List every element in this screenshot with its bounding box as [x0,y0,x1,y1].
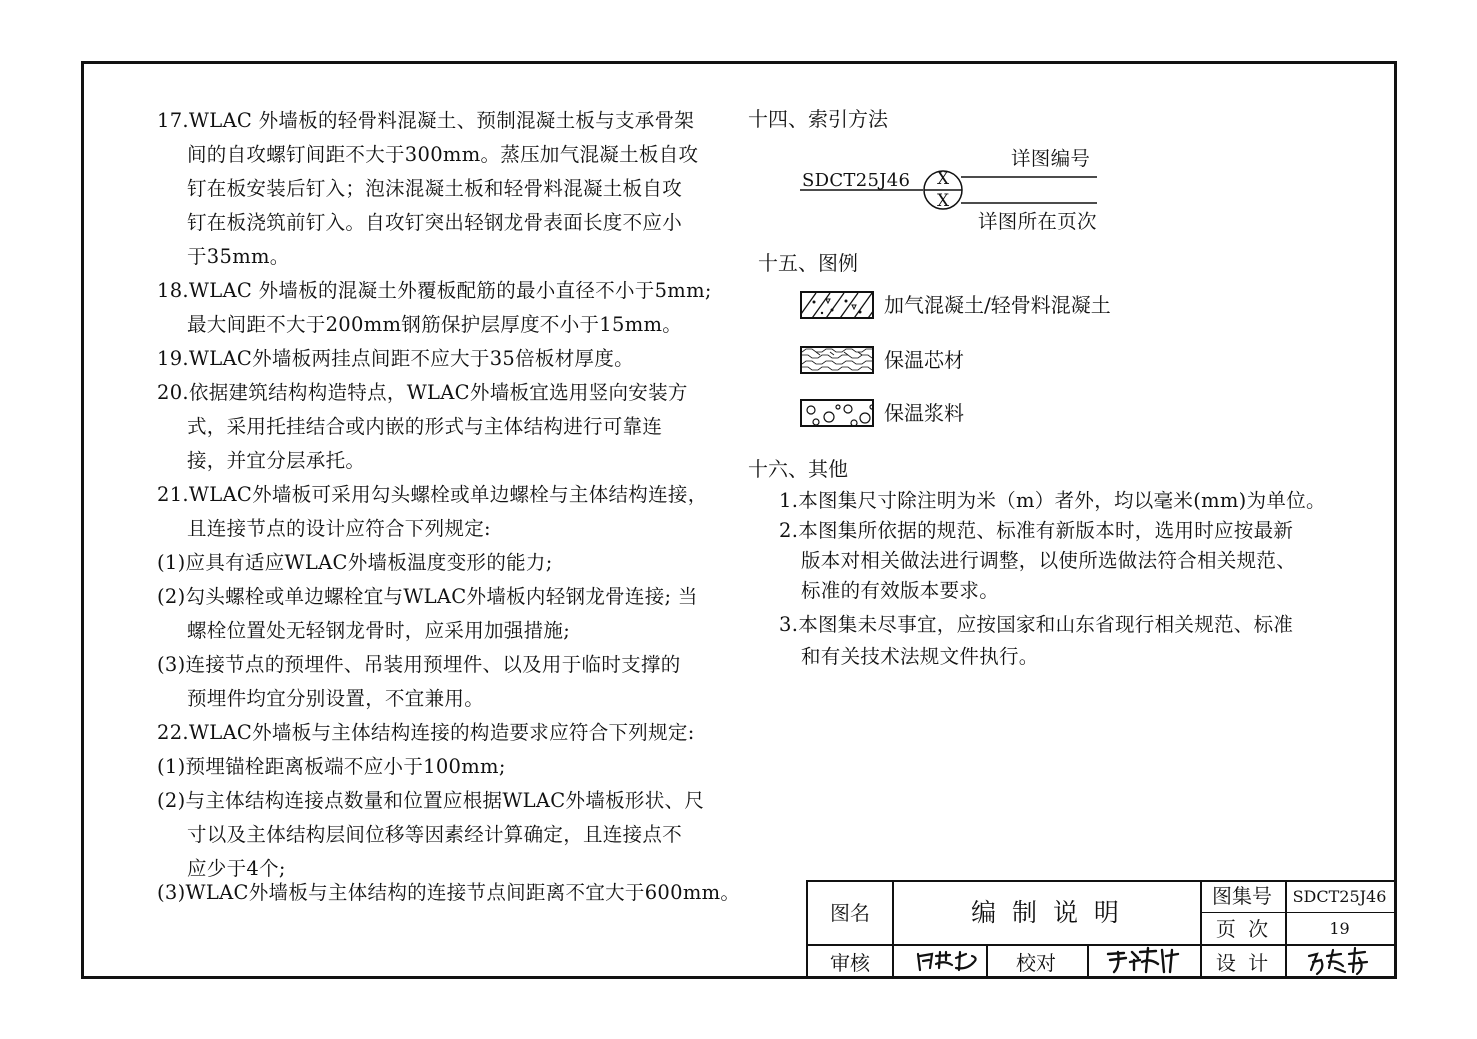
other-heading: 十六、其他 [748,457,848,481]
text-line: (3)WLAC外墙板与主体结构的连接节点间距离不宜大于600mm。 [157,881,741,904]
insulation-core-swatch [800,346,874,374]
text-line: 预埋件均宜分别设置，不宜兼用。 [187,687,485,710]
text-line: (1)预埋锚栓距离板端不应小于100mm; [157,755,506,778]
design-label: 设 计 [1215,951,1269,975]
text-line: 21.WLAC外墙板可采用勾头螺栓或单边螺栓与主体结构连接， [157,483,708,506]
proof-signature [1104,946,1184,976]
legend-label: 保温芯材 [884,348,964,372]
insulation-core-hex-icon [802,348,874,374]
atlas-no: SDCT25J46 [1292,887,1387,906]
text-line: 接，并宜分层承托。 [187,449,366,472]
index-label-top: 详图编号 [1011,147,1091,170]
legend-heading: 十五、图例 [758,251,858,275]
text-line: 19.WLAC外墙板两挂点间距不应大于35倍板材厚度。 [157,347,634,370]
text-line: 间的自攻螺钉间距不大于300mm。蒸压加气混凝土板自攻 [187,143,699,166]
text-line: 钉在板安装后钉入；泡沫混凝土板和轻骨料混凝土板自攻 [187,177,683,200]
index-label-bottom: 详图所在页次 [978,210,1097,233]
title-name-label: 图名 [830,901,870,925]
text-line: 式，采用托挂结合或内嵌的形式与主体结构进行可靠连 [187,415,663,438]
text-line: 20.依据建筑结构构造特点，WLAC外墙板宜选用竖向安装方 [157,381,688,404]
text-line: (3)连接节点的预埋件、吊装用预埋件、以及用于临时支撑的 [157,653,681,676]
index-symbol-top: X [937,169,950,189]
legend-label: 加气混凝土/轻骨料混凝土 [884,293,1111,317]
text-line: 最大间距不大于200mm钢筋保护层厚度不小于15mm。 [187,313,683,336]
aerated-concrete-hatch-icon [802,293,874,319]
index-heading: 十四、索引方法 [748,107,888,131]
aerated-concrete-swatch [800,291,874,319]
text-line: 于35mm。 [187,245,290,268]
text-line: 3.本图集未尽事宜，应按国家和山东省现行相关规范、标准 [779,613,1294,636]
design-signature [1305,946,1375,978]
text-line: 22.WLAC外墙板与主体结构连接的构造要求应符合下列规定: [157,721,695,744]
text-line: 标准的有效版本要求。 [801,579,1000,602]
text-line: 1.本图集尺寸除注明为米（m）者外，均以毫米(mm)为单位。 [779,489,1326,512]
text-line: (2)与主体结构连接点数量和位置应根据WLAC外墙板形状、尺 [157,789,705,812]
index-ref-code: SDCT25J46 [802,170,911,191]
text-line: 寸以及主体结构层间位移等因素经计算确定，且连接点不 [187,823,683,846]
atlas-no-label: 图集号 [1212,884,1272,908]
text-line: 钉在板浇筑前钉入。自攻钉突出轻钢龙骨表面长度不应小 [187,211,683,234]
text-line: 且连接节点的设计应符合下列规定: [187,517,491,540]
text-line: (1)应具有适应WLAC外墙板温度变形的能力; [157,551,553,574]
insulation-mortar-swatch [800,399,874,427]
text-line: 17.WLAC 外墙板的轻骨料混凝土、预制混凝土板与支承骨架 [157,109,695,132]
text-line: 2.本图集所依据的规范、标准有新版本时，选用时应按最新 [779,519,1294,542]
text-line: 应少于4个; [187,857,286,880]
text-line: 螺栓位置处无轻钢龙骨时，应采用加强措施; [187,619,571,642]
page-number: 19 [1329,919,1350,938]
legend-label: 保温浆料 [884,401,964,425]
text-line: 和有关技术法规文件执行。 [801,645,1039,668]
proof-label: 校对 [1016,951,1056,975]
text-line: (2)勾头螺栓或单边螺栓宜与WLAC外墙板内轻钢龙骨连接; 当 [157,585,698,608]
review-signature [912,948,984,976]
page-label: 页 次 [1215,917,1269,941]
text-line: 版本对相关做法进行调整，以使所选做法符合相关规范、 [801,549,1297,572]
index-symbol-bottom: X [937,191,950,211]
insulation-mortar-circles-icon [802,401,874,427]
review-label: 审核 [830,951,870,975]
document-title: 编 制 说 明 [971,898,1119,927]
text-line: 18.WLAC 外墙板的混凝土外覆板配筋的最小直径不小于5mm; [157,279,712,302]
